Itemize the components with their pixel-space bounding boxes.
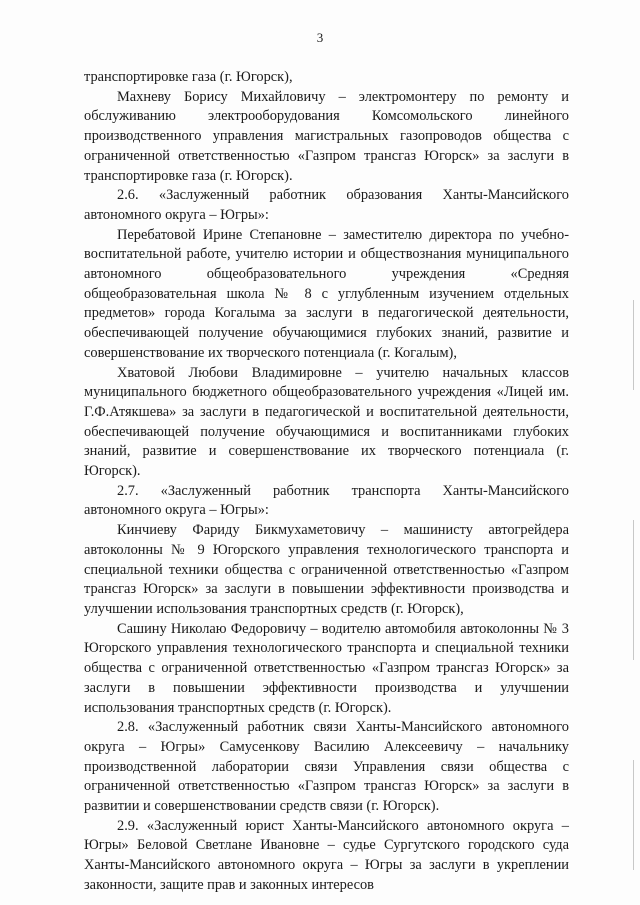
paragraph: Сашину Николаю Федоровичу – водителю автомобиля автоколонны № 3 Югорского управления технологического транспорта и специальной техники общества с ограниченной ответственностью «Газпром трансгаз Югорск» за заслуги в повышении эффективности производства и улучшении использования транспортных средств (г. Югорск). [84, 620, 569, 716]
document-body [84, 68, 569, 896]
paragraph: Хватовой Любови Владимировне – учителю начальных классов муниципального бюджетного общеобразовательного учреждения «Лицей им. Г.Ф.Атякшева» за заслуги в педагогической и воспитательной деятельности, обеспечивающей получение обучающимися и воспитанниками глубоких знаний, развитие и совершенствование их творческого потенциала (г. Югорск). [84, 364, 569, 480]
page-number: 3 [316, 30, 324, 45]
paragraph: Кинчиеву Фариду Бикмухаметовичу – машинисту автогрейдера автоколонны № 9 Югорского управления технологического транспорта и специальной техники общества с ограниченной ответственностью «Газпром трансгаз Югорск» за заслуги в повышении эффективности производства и улучшении использования транспортных средств (г. Югорск), [84, 522, 569, 617]
section-2-8: 2.8. «Заслуженный работник связи Ханты-Мансийского автономного округа – Югры» Самусенкову Василию Алексеевичу – начальнику производственной лаборатории связи Управления связи общества с ограниченной ответственностью «Газпром трансгаз Югорск» за заслуги в развитии и совершенствовании средств связи (г. Югорск). [84, 719, 569, 815]
section-heading-2-6: 2.6. «Заслуженный работник образования Ханты-Мансийского автономного округа – Югры»: [84, 187, 569, 223]
paragraph: транспортировке газа (г. Югорск), [84, 69, 293, 85]
section-heading-2-7: 2.7. «Заслуженный работник транспорта Ханты-Мансийского автономного округа – Югры»: [84, 482, 569, 519]
scan-edge-mark [633, 520, 634, 660]
scan-edge-mark [633, 760, 634, 870]
scan-edge-mark [633, 300, 634, 390]
paragraph: Махневу Борису Михайловичу – электромонтеру по ремонту и обслуживанию электрооборудования Комсомольского линейного производственного управления магистральных газопроводов общества с ограниченной ответственностью «Газпром трансгаз Югорск» за заслуги в транспортировке газа (г. Югорск). [84, 88, 569, 184]
paragraph: Перебатовой Ирине Степановне – заместителю директора по учебно-воспитательной работе, учителю истории и обществознания муниципального автономного общеобразовательного учреждения «Средняя общеобразовательная школа № 8 с углубленным изучением отдельных предметов» города Когалыма за заслуги в педагогической деятельности, обеспечивающей получение обучающимися глубоких знаний, развитие и совершенствование их творческого потенциала (г. Когалым), [84, 226, 569, 361]
section-2-9: 2.9. «Заслуженный юрист Ханты-Мансийского автономного округа – Югры» Беловой Светлане Ивановне – судье Сургутского городского суда Ханты-Мансийского автономного округа – Югры за заслуги в укреплении законности, защите прав и законных интересов [84, 817, 569, 893]
